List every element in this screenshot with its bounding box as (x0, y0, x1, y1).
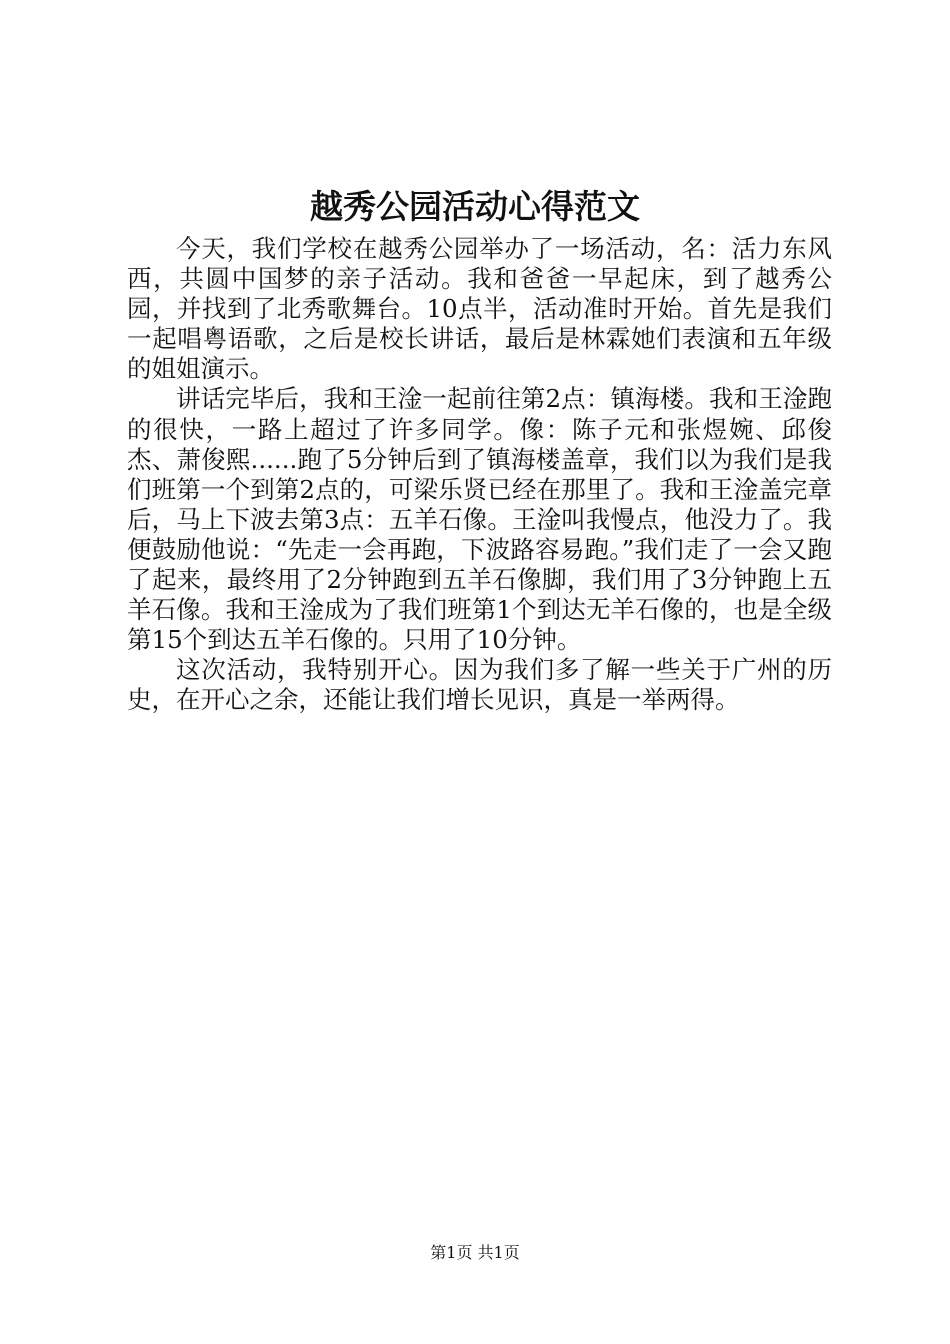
paragraph-3: 这次活动，我特别开心。因为我们多了解一些关于广州的历史，在开心之余，还能让我们增长见识，真是一举两得。 (127, 655, 832, 715)
paragraph-2: 讲话完毕后，我和王淦一起前往第2点：镇海楼。我和王淦跑的很快，一路上超过了许多同学。像：陈子元和张煜婉、邱俊杰、萧俊熙......跑了5分钟后到了镇海楼盖章，我们以为我们是我们班第一个到第2点的，可梁乐贤已经在那里了。我和王淦盖完章后，马上下波去第3点：五羊石像。王淦叫我慢点，他没力了。我便鼓励他说：“先走一会再跑，下波路容易跑。”我们走了一会又跑了起来，最终用了2分钟跑到五羊石像脚，我们用了3分钟跑上五羊石像。我和王淦成为了我们班第1个到达无羊石像的，也是全级第15个到达五羊石像的。只用了10分钟。 (127, 384, 832, 655)
page-footer: 第1页 共1页 (430, 1243, 520, 1262)
document-body (127, 234, 832, 716)
paragraph-1: 今天，我们学校在越秀公园举办了一场活动，名：活力东风西，共圆中国梦的亲子活动。我和爸爸一早起床，到了越秀公园，并找到了北秀歌舞台。10点半，活动准时开始。首先是我们一起唱粤语歌，之后是校长讲话，最后是林霖她们表演和五年级的姐姐演示。 (127, 234, 832, 384)
document-title: 越秀公园活动心得范文 (310, 187, 640, 226)
